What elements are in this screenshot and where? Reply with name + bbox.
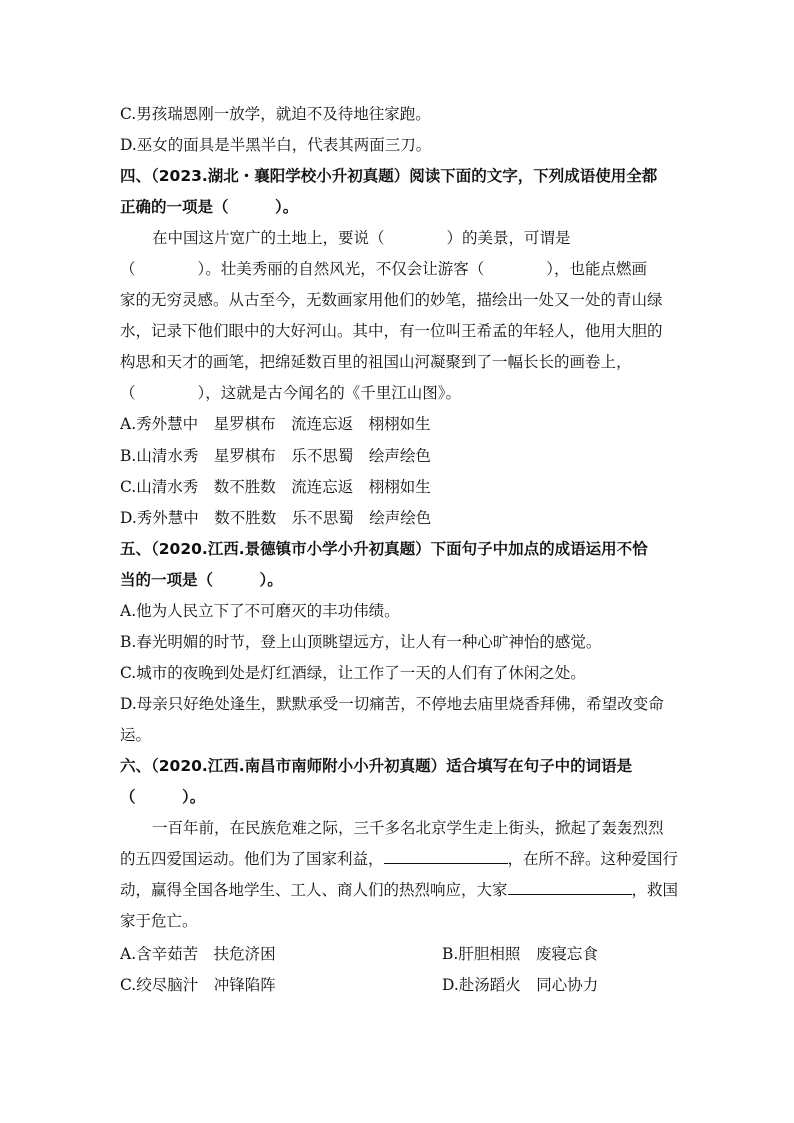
q4-passage-line6: （ ），这就是古今闻名的《千里江山图》。 [120, 384, 462, 402]
q4-passage-line4: 水，记录下他们眼中的大好河山。其中，有一位叫王希孟的年轻人，他用大胆的 [120, 322, 663, 340]
q5-heading-line1: 五、（2020.江西.景德镇市小学小升初真题）下面句子中加点的成语运用不恰 [120, 540, 648, 558]
q6-passage-line2-start: 的五四爱国运动。他们为了国家利益， [120, 850, 384, 868]
prev-option-d: D.巫女的面具是半黑半白，代表其两面三刀。 [120, 136, 432, 154]
q5-option-c: C.城市的夜晚到处是灯红酒绿，让工作了一天的人们有了休闲之处。 [120, 664, 586, 682]
q4-option-d: D.秀外慧中 数不胜数 乐不思蜀 绘声绘色 [120, 509, 432, 527]
q4-heading-line1: 四、（2023.湖北・襄阳学校小升初真题）阅读下面的文字，下列成语使用全都 [120, 167, 658, 185]
q6-option-b: B.肝胆相照 废寝忘食 [442, 945, 598, 963]
q6-heading-line2: （ ）。 [120, 788, 206, 806]
q5-option-d-line2: 运。 [120, 726, 152, 744]
fill-blank-2 [508, 880, 632, 895]
q6-option-c: C.绞尽脑汁 冲锋陷阵 [120, 976, 276, 994]
q4-passage-line2: （ ）。壮美秀丽的自然风光，不仅会让游客（ ），也能点燃画 [120, 260, 648, 278]
q5-option-d-line1: D.母亲只好绝处逢生，默默承受一切痛苦，不停地去庙里烧香拜佛，希望改变命 [120, 695, 664, 713]
q6-heading-line1: 六、（2020.江西.南昌市南师附小小升初真题）适合填写在句子中的词语是 [120, 757, 633, 775]
fill-blank-1 [384, 849, 508, 864]
q6-passage-line3 [120, 880, 678, 900]
q6-option-d: D.赴汤蹈火 同心协力 [442, 976, 599, 994]
q6-option-a: A.含辛茹苦 扶危济困 [120, 945, 276, 963]
q6-passage-line1: 一百年前，在民族危难之际，三千多名北京学生走上街头，掀起了轰轰烈烈 [152, 819, 664, 837]
q4-passage-line5: 构思和天才的画笔，把绵延数百里的祖国山河凝聚到了一幅长长的画卷上， [120, 353, 632, 371]
q5-option-a: A.他为人民立下了不可磨灭的丰功伟绩。 [120, 602, 400, 620]
prev-option-c: C.男孩瑞恩刚一放学，就迫不及待地往家跑。 [120, 105, 431, 123]
q6-passage-line2 [120, 849, 678, 869]
q4-option-a: A.秀外慧中 星罗棋布 流连忘返 栩栩如生 [120, 415, 431, 433]
q6-passage-line3-start: 动，赢得全国各地学生、工人、商人们的热烈响应，大家 [120, 881, 508, 899]
q6-options-row2 [120, 975, 276, 995]
q6-passage-line2-end: ，在所不辞。这种爱国行 [507, 850, 679, 868]
q4-passage-line1: 在中国这片宽广的土地上，要说（ ）的美景，可谓是 [152, 229, 571, 247]
q4-option-b: B.山清水秀 星罗棋布 乐不思蜀 绘声绘色 [120, 447, 431, 465]
q4-passage-line3: 家的无穷灵感。从古至今，无数画家用他们的妙笔，描绘出一处又一处的青山绿 [120, 291, 663, 309]
q6-passage-line4: 家于危亡。 [120, 912, 198, 930]
q4-heading-line2: 正确的一项是（ ）。 [120, 198, 299, 216]
q6-passage-line3-end: ，救国 [631, 881, 679, 899]
q6-options-row1 [120, 944, 276, 964]
q4-option-c: C.山清水秀 数不胜数 流连忘返 栩栩如生 [120, 478, 431, 496]
q5-option-b: B.春光明媚的时节，登上山顶眺望远方，让人有一种心旷神怡的感觉。 [120, 633, 602, 651]
q5-heading-line2: 当的一项是（ ）。 [120, 571, 283, 589]
